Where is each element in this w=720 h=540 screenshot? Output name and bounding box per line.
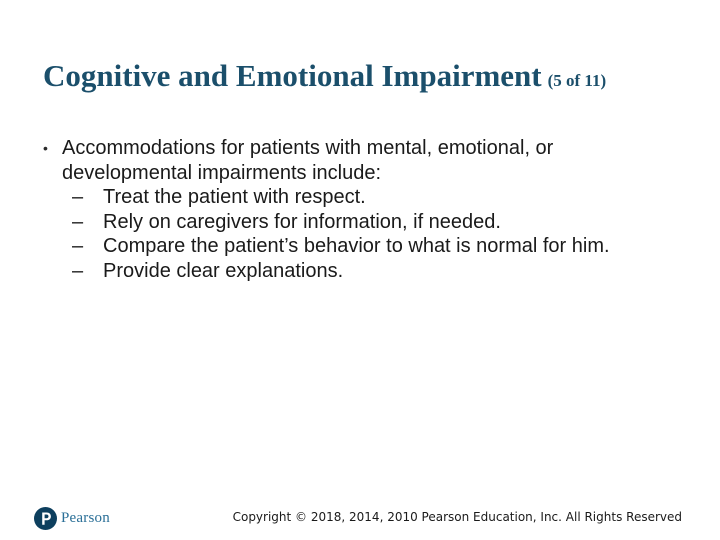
sub-bullet-item <box>72 259 683 284</box>
title-text: Cognitive and Emotional Impairment <box>43 58 542 93</box>
pearson-logo <box>34 505 110 531</box>
sub-bullet-item <box>72 210 683 235</box>
sub-bullet-text: Treat the patient with respect. <box>103 186 366 208</box>
sub-bullet-text: Rely on caregivers for information, if needed. <box>103 210 501 233</box>
pearson-p-icon <box>34 507 57 530</box>
bullet-marker: • <box>43 140 48 156</box>
sub-bullet-item <box>72 185 683 210</box>
title-suffix: (5 of 11) <box>547 71 607 90</box>
bullet-text: Accommodations for patients with mental, emotional, or developmental impairments include: <box>62 137 554 184</box>
sub-bullet-text: Compare the patient’s behavior to what is normal for him. <box>103 235 610 257</box>
dash-marker: – <box>72 186 84 208</box>
bullet-item <box>43 136 683 185</box>
logo-wordmark: Pearson <box>61 509 110 526</box>
slide-title <box>43 58 703 94</box>
content-body <box>43 136 683 283</box>
dash-marker: – <box>72 259 84 282</box>
copyright-text: Copyright © 2018, 2014, 2010 Pearson Education, Inc. All Rights Reserved <box>232 510 682 524</box>
dash-marker: – <box>72 210 84 233</box>
dash-marker: – <box>72 235 84 257</box>
sub-bullet-item <box>72 234 683 259</box>
sub-bullet-text: Provide clear explanations. <box>103 259 344 282</box>
